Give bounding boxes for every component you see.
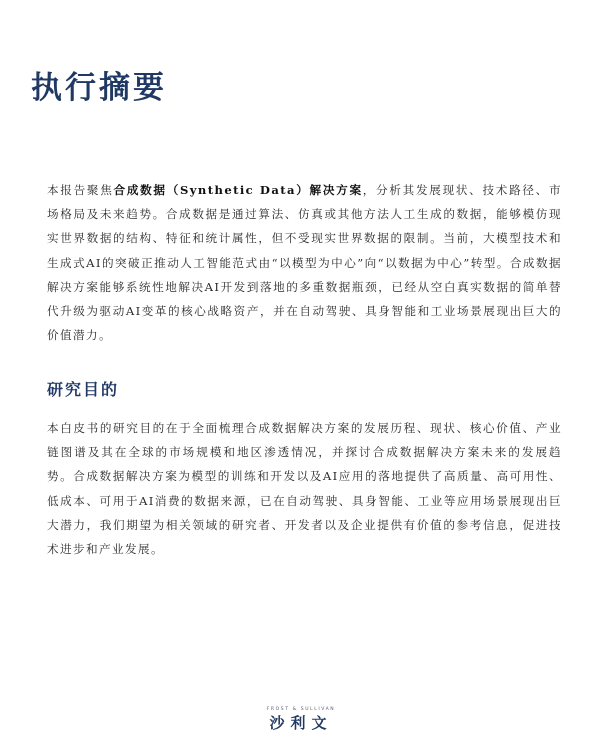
purpose-heading: 研究目的 <box>47 380 120 399</box>
summary-bold-term: 合成数据（Synthetic Data）解决方案 <box>113 183 363 197</box>
frost-sullivan-logo <box>0 706 602 733</box>
summary-intro: 本报告聚焦 <box>47 183 114 197</box>
summary-paragraph <box>47 178 562 347</box>
summary-rest: ，分析其发展现状、技术路径、市场格局及未来趋势。合成数据是通过算法、仿真或其他方法人工生成的数据，能够模仿现实世界数据的结构、特征和统计属性，但不受现实世界数据的限制。当前，大模型技术和生成式AI的突破正推动人工智能范式由“以模型为中心”向“以数据为中心”转型。合成数据解决方案能够系统性地解决AI开发到落地的多重数据瓶颈，已经从空白真实数据的简单替代升级为驱动AI变革的核心战略资产，并在自动驾驶、具身智能和工业场景展现出巨大的价值潜力。 <box>47 183 562 343</box>
page-title: 执行摘要 <box>31 70 167 106</box>
logo-english-text: FROST & SULLIVAN <box>266 707 336 712</box>
purpose-paragraph: 本白皮书的研究目的在于全面梳理合成数据解决方案的发展历程、现状、核心价值、产业链图谱及其在全球的市场规模和地区渗透情况，并探讨合成数据解决方案未来的发展趋势。合成数据解决方案为模型的训练和开发以及AI应用的落地提供了高质量、高可用性、低成本、可用于AI消费的数据来源，已在自动驾驶、具身智能、工业等应用场景展现出巨大潜力，我们期望为相关领域的研究者、开发者以及企业提供有价值的参考信息，促进技术进步和产业发展。 <box>47 421 562 557</box>
logo-chinese-text: 沙利文 <box>269 714 333 732</box>
